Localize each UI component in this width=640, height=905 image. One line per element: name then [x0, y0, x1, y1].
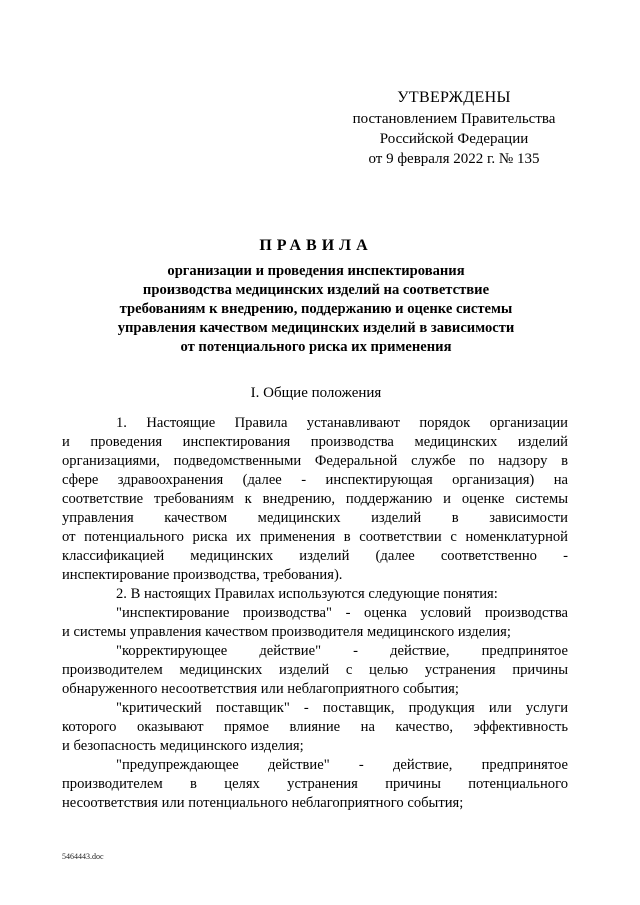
approval-heading: УТВЕРЖДЕНЫ: [397, 89, 511, 106]
body-line: и безопасность медицинского изделия;: [62, 738, 304, 754]
body-line: производителем медицинских изделий с целью устранения причины: [62, 662, 568, 678]
body-line: управления качеством медицинских изделий в зависимости: [62, 510, 568, 526]
subtitle-line: от потенциального риска их применения: [180, 339, 452, 355]
body-line: "критический поставщик" - поставщик, продукция или услуги: [116, 700, 568, 716]
body-line: обнаруженного несоответствия или неблагоприятного события;: [62, 681, 459, 697]
footer-file-name: 5464443.doc: [62, 852, 104, 861]
body-line: производителем в целях устранения причины потенциального: [62, 776, 568, 792]
body-line: 1. Настоящие Правила устанавливают порядок организации: [116, 415, 568, 431]
body-line: которого оказывают прямое влияние на качество, эффективность: [62, 719, 568, 735]
approval-line: постановлением Правительства: [352, 111, 556, 127]
subtitle-line: производства медицинских изделий на соответствие: [142, 282, 490, 298]
body-line: классификацией медицинских изделий (далее соответственно -: [62, 548, 568, 564]
body-line: несоответствия или потенциального неблагоприятного события;: [62, 795, 464, 811]
document-subtitle: [62, 262, 570, 357]
body-line: 2. В настоящих Правилах используются следующие понятия:: [116, 586, 498, 602]
subtitle-line: организации и проведения инспектирования: [167, 263, 465, 279]
body-line: от потенциального риска их применения в соответствии с номенклатурной: [62, 529, 568, 545]
body-line: и проведения инспектирования производства медицинских изделий: [62, 434, 568, 450]
document-body: [62, 414, 568, 813]
section-heading: I. Общие положения: [250, 385, 382, 401]
approval-block: [330, 88, 578, 169]
document-title: ПРАВИЛА: [259, 237, 373, 254]
body-line: и системы управления качеством производителя медицинского изделия;: [62, 624, 511, 640]
subtitle-line: управления качеством медицинских изделий в зависимости: [117, 320, 515, 336]
approval-line: Российской Федерации: [379, 131, 529, 147]
body-line: инспектирование производства, требования).: [62, 567, 343, 583]
body-line: соответствие требованиям к внедрению, поддержанию и оценке системы: [62, 491, 568, 507]
body-line: "предупреждающее действие" - действие, предпринятое: [116, 757, 568, 773]
body-line: "корректирующее действие" - действие, предпринятое: [116, 643, 568, 659]
body-line: сфере здравоохранения (далее - инспектирующая организация) на: [62, 472, 568, 488]
subtitle-line: требованиям к внедрению, поддержанию и оценке системы: [119, 301, 513, 317]
body-line: "инспектирование производства" - оценка условий производства: [116, 605, 568, 621]
body-line: организациями, подведомственными Федеральной службе по надзору в: [62, 453, 568, 469]
approval-line: от 9 февраля 2022 г. № 135: [368, 151, 540, 167]
